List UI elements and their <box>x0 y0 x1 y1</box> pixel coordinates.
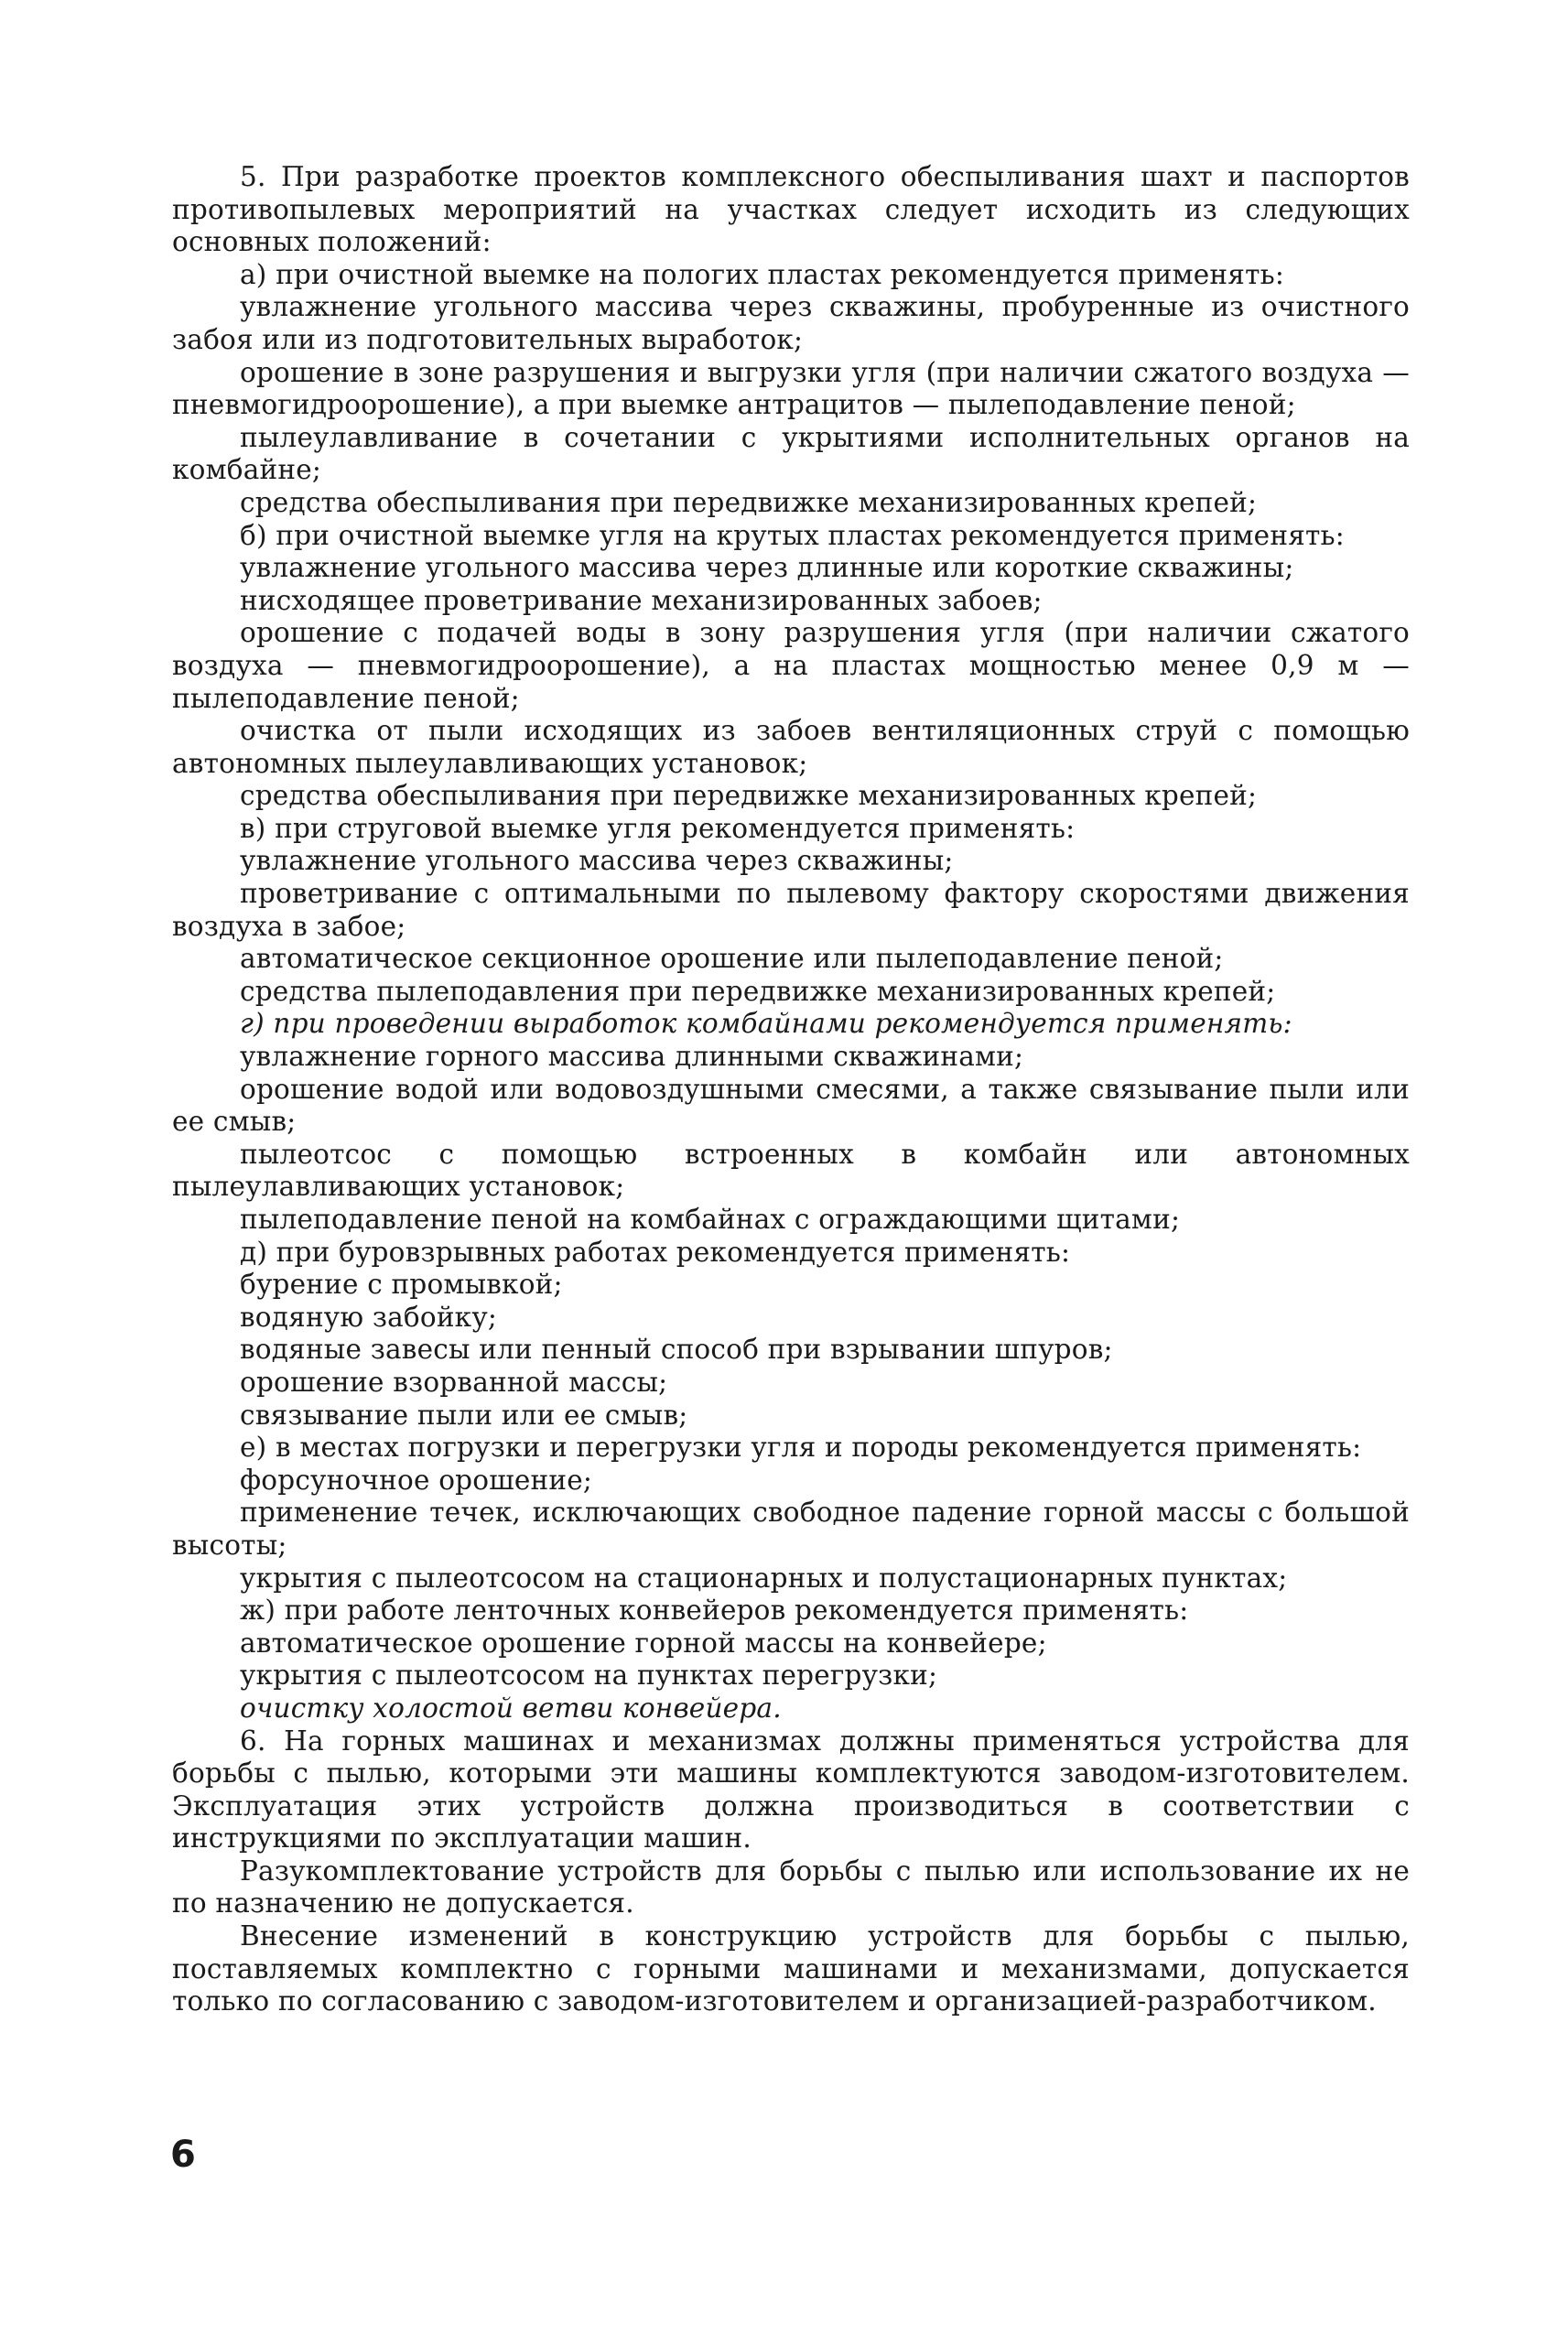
paragraph-0: 5. При разработке проектов комплексного обеспыливания шахт и паспортов противопылевых мероприятий на участках следует исходить из следующих основных положений: <box>172 161 1410 258</box>
paragraph-13: увлажнение угольного массива через скважины; <box>240 845 954 877</box>
page-number: 6 <box>170 2134 196 2176</box>
paragraph-32: ж) при работе ленточных конвейеров рекомендуется применять: <box>240 1595 1189 1627</box>
paragraph-10: очистка от пыли исходящих из забоев вентиляционных струй с помощью автономных пылеулавливающих установок; <box>172 715 1410 779</box>
paragraph-5: средства обеспыливания при передвижке механизированных крепей; <box>240 486 1258 518</box>
paragraph-7: увлажнение угольного массива через длинные или короткие скважины; <box>240 552 1294 584</box>
paragraph-17: г) при проведении выработок комбайнами рекомендуется применять: <box>240 1008 1292 1040</box>
paragraph-16: средства пылеподавления при передвижке механизированных крепей; <box>240 975 1276 1007</box>
paragraph-22: д) при буровзрывных работах рекомендуется применять: <box>240 1236 1071 1268</box>
paragraph-23: бурение с промывкой; <box>240 1269 563 1301</box>
paragraph-18: увлажнение горного массива длинными скважинами; <box>240 1041 1024 1073</box>
paragraph-2: увлажнение угольного массива через скважины, пробуренные из очистного забоя или из подготовительных выработок; <box>172 291 1410 355</box>
paragraph-21: пылеподавление пеной на комбайнах с ограждающими щитами; <box>240 1204 1181 1235</box>
paragraph-33: автоматическое орошение горной массы на конвейере; <box>240 1627 1047 1659</box>
paragraph-36: 6. На горных машинах и механизмах должны применяться устройства для борьбы с пылью, которыми эти машины комплектуются заводом-изготовителем. Эксплуатация этих устройств должна производиться в соответствии с инструкциями по эксплуатации машин. <box>172 1725 1410 1855</box>
paragraph-35: очистку холостой ветви конвейера. <box>240 1692 782 1724</box>
paragraph-29: форсуночное орошение; <box>240 1464 593 1496</box>
paragraph-38: Внесение изменений в конструкцию устройств для борьбы с пылью, поставляемых комплектно с горными машинами и механизмами, допускается только по согласованию с заводом-изготовителем и организацией-разработчиком. <box>172 1920 1410 2017</box>
paragraph-25: водяные завесы или пенный способ при взрывании шпуров; <box>240 1334 1113 1366</box>
paragraph-4: пылеулавливание в сочетании с укрытиями исполнительных органов на комбайне; <box>172 421 1410 486</box>
paragraph-15: автоматическое секционное орошение или пылеподавление пеной; <box>240 943 1224 975</box>
paragraph-34: укрытия с пылеотсосом на пунктах перегрузки; <box>240 1660 938 1692</box>
paragraph-14: проветривание с оптимальными по пылевому фактору скоростями движения воздуха в забое; <box>172 878 1410 942</box>
paragraph-1: а) при очистной выемке на пологих пластах рекомендуется применять: <box>240 258 1284 290</box>
document-body <box>172 161 1410 2018</box>
paragraph-3: орошение в зоне разрушения и выгрузки угля (при наличии сжатого воздуха — пневмогидроорошение), а при выемке антрацитов — пылеподавление пеной; <box>172 356 1410 421</box>
paragraph-30: применение течек, исключающих свободное падение горной массы с большой высоты; <box>172 1497 1410 1561</box>
paragraph-26: орошение взорванной массы; <box>240 1366 668 1398</box>
paragraph-28: е) в местах погрузки и перегрузки угля и породы рекомендуется применять: <box>240 1432 1362 1464</box>
paragraph-31: укрытия с пылеотсосом на стационарных и полустационарных пунктах; <box>240 1562 1288 1594</box>
paragraph-24: водяную забойку; <box>240 1301 498 1333</box>
paragraph-6: б) при очистной выемке угля на крутых пластах рекомендуется применять: <box>240 519 1345 551</box>
paragraph-12: в) при струговой выемке угля рекомендуется применять: <box>240 812 1076 844</box>
paragraph-9: орошение с подачей воды в зону разрушения угля (при наличии сжатого воздуха — пневмогидроорошение), а на пластах мощностью менее 0,9 м — пылеподавление пеной; <box>172 617 1410 714</box>
paragraph-11: средства обеспыливания при передвижке механизированных крепей; <box>240 780 1258 812</box>
paragraph-19: орошение водой или водовоздушными смесями, а также связывание пыли или ее смыв; <box>172 1073 1410 1138</box>
paragraph-8: нисходящее проветривание механизированных забоев; <box>240 584 1043 616</box>
paragraph-37: Разукомплектование устройств для борьбы с пылью или использование их не по назначению не допускается. <box>172 1855 1410 1919</box>
paragraph-27: связывание пыли или ее смыв; <box>240 1399 688 1431</box>
paragraph-20: пылеотсос с помощью встроенных в комбайн или автономных пылеулавливающих установок; <box>172 1138 1410 1203</box>
